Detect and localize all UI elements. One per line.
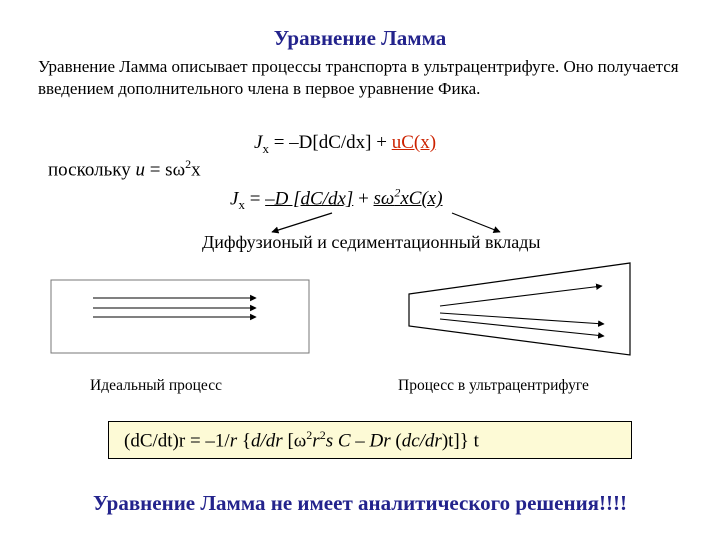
contributions-label: Диффузионый и седиментационный вклады bbox=[202, 232, 541, 252]
centrifuge-sector-shape bbox=[409, 263, 630, 355]
equation-flux-sedimentation: $J_x = -D$ $[dC/dx] + s\omega^2xC(x)$ bbox=[230, 186, 443, 213]
sedimentation-term: $s\omega^2xC(x)$ bbox=[373, 186, 443, 210]
intro-paragraph: Уравнение Ламма описывает процессы транспорта в ультрацентрифуге. Оно получается введением дополнительного члена в первое уравнение Фика. bbox=[38, 57, 679, 98]
slide-title: Уравнение Ламма bbox=[273, 26, 447, 50]
diffusion-pointer-arrow bbox=[272, 213, 332, 232]
caption-centrifuge-process: Процесс в ультрацентрифуге bbox=[398, 377, 589, 394]
lamm-equation: (dC/dt)r = –1/r {d/dr [$\omega^2r^2s$ C – Dr (dc/dr)t]} t bbox=[124, 428, 479, 452]
diffusion-term: –D [dC/dx] bbox=[265, 188, 354, 210]
drift-term: uC(x) bbox=[391, 132, 437, 153]
conclusion-text: Уравнение Ламма не имеет аналитического решения!!!! bbox=[92, 491, 628, 515]
caption-ideal-process: Идеальный процесс bbox=[90, 377, 222, 394]
sedimentation-pointer-arrow bbox=[452, 213, 500, 232]
velocity-relation: поскольку $u = s\omega^2x$ bbox=[48, 157, 201, 181]
equation-flux-drift: $J_x = -D[dC/dx] + uC(x)$ bbox=[254, 132, 437, 156]
